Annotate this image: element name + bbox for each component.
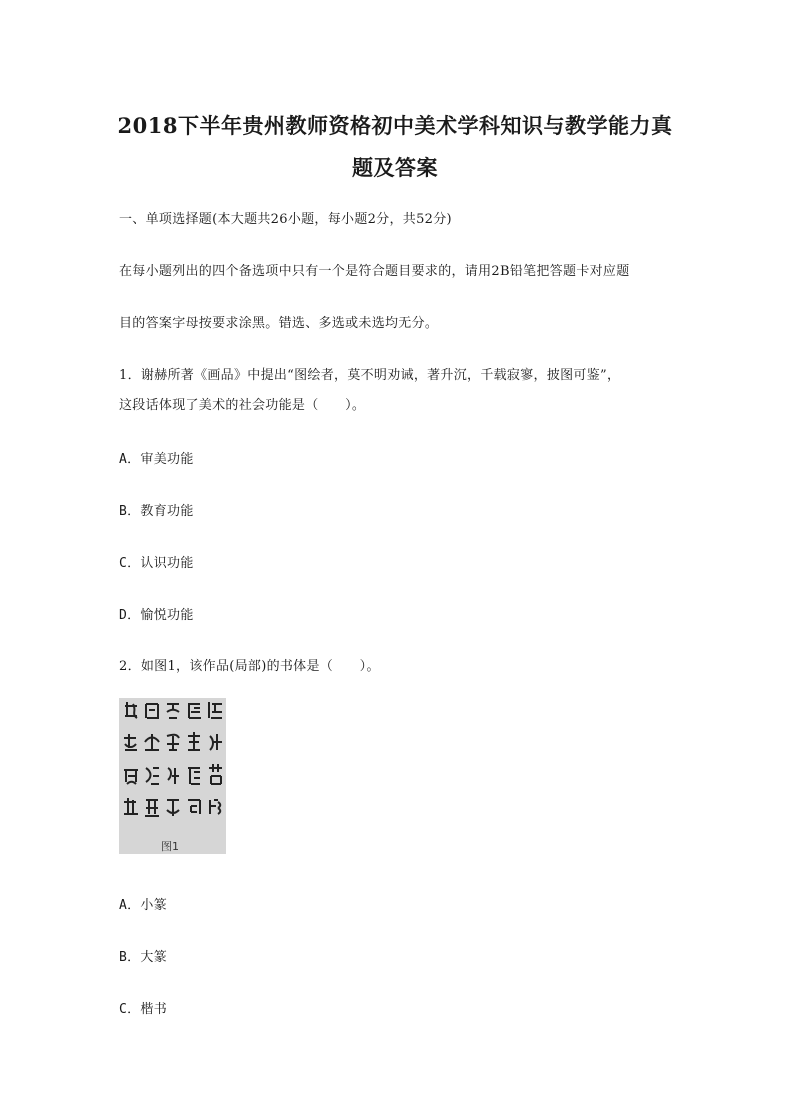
question-1-option-a: A．审美功能 <box>119 452 194 467</box>
calligraphy-figure-image <box>119 698 226 854</box>
question-2-option-b: B．大篆 <box>119 950 168 965</box>
document-title-line-2: 题及答案 <box>352 155 438 180</box>
question-2-option-c: C．楷书 <box>119 1002 168 1017</box>
question-1-option-c: C．认识功能 <box>119 556 194 571</box>
question-1-stem-line-1: 1．谢赫所著《画品》中提出“图绘者，莫不明劝诫，著升沉，千载寂寥，披图可鉴”， <box>119 368 621 383</box>
section-heading: 一、单项选择题(本大题共26小题，每小题2分，共52分) <box>119 212 452 227</box>
instruction-line-1: 在每小题列出的四个备选项中只有一个是符合题目要求的，请用2B铅笔把答题卡对应题 <box>119 264 630 279</box>
figure-caption: 图1 <box>161 840 179 853</box>
document-title-line-1: 2018下半年贵州教师资格初中美术学科知识与教学能力真 <box>117 113 673 138</box>
question-1-stem-line-2: 这段话体现了美术的社会功能是（ ）。 <box>119 398 366 413</box>
question-2-stem-line-1: 2．如图1，该作品(局部)的书体是（ ）。 <box>119 659 380 674</box>
instruction-line-2: 目的答案字母按要求涂黑。错选、多选或未选均无分。 <box>119 316 439 331</box>
seal-script-calligraphy-graphic <box>119 698 226 854</box>
question-1-option-b: B．教育功能 <box>119 504 194 519</box>
question-1-option-d: D．愉悦功能 <box>119 608 194 623</box>
question-2-option-a: A．小篆 <box>119 898 168 913</box>
